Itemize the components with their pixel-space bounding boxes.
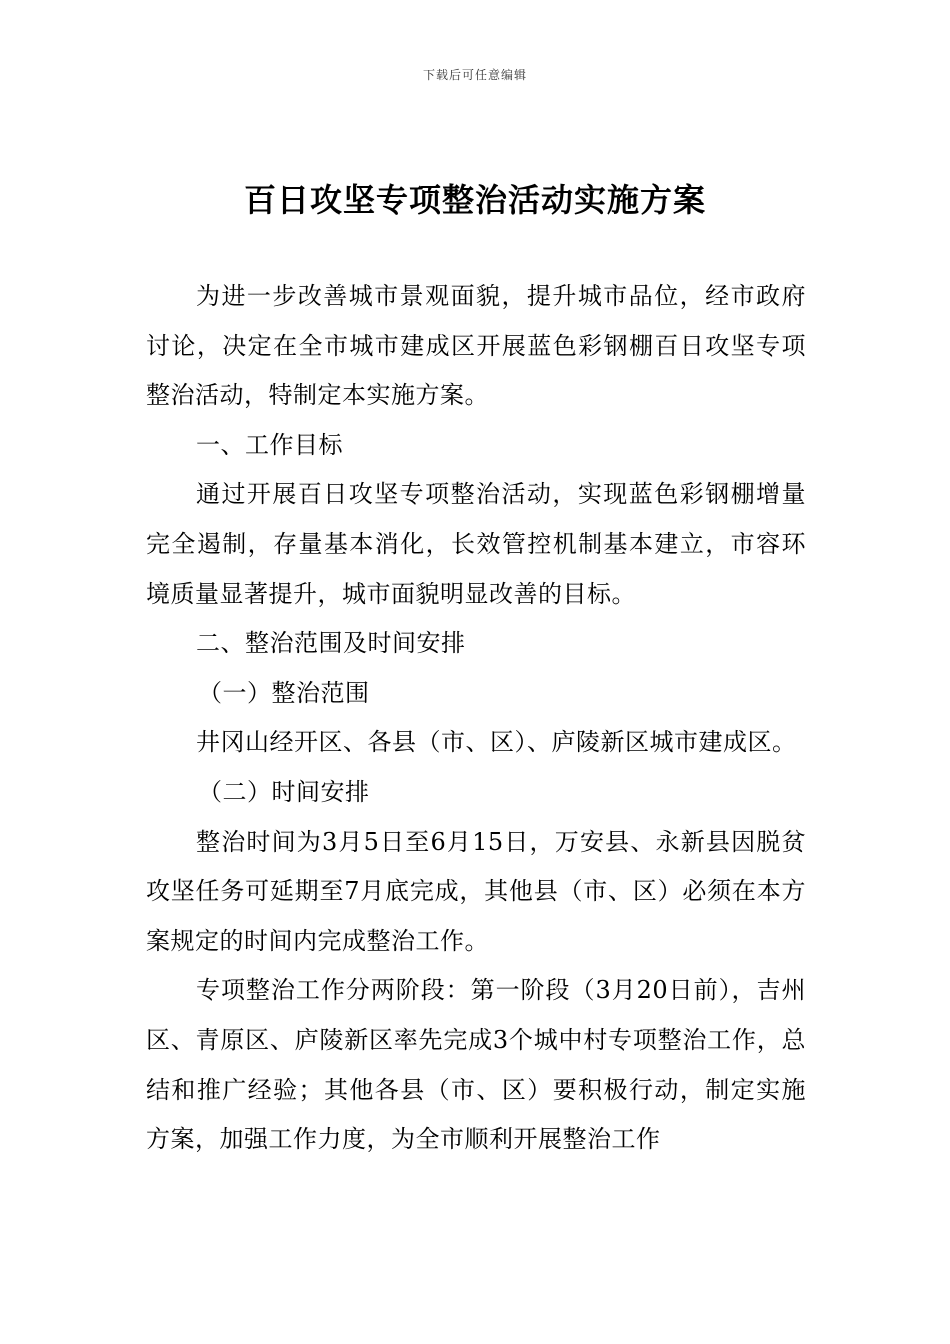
subheading-schedule: （二）时间安排	[198, 777, 370, 806]
document-title: 百日攻坚专项整治活动实施方案	[243, 181, 706, 219]
paragraph-scope: 井冈山经开区、各县（市、区）、庐陵新区城市建成区。	[196, 728, 797, 757]
heading-work-goal: 一、工作目标	[196, 430, 343, 459]
paragraph-schedule: 整治时间为3月5日至6月15日，万安县、永新县因脱贫攻坚任务可延期至7月底完成，其他县（市、区）必须在本方案规定的时间内完成整治工作。	[146, 827, 806, 955]
document-body	[146, 272, 806, 1165]
subheading-scope: （一）整治范围	[198, 678, 370, 707]
heading-scope-schedule: 二、整治范围及时间安排	[196, 629, 466, 658]
paragraph-work-goal: 通过开展百日攻坚专项整治活动，实现蓝色彩钢棚增量完全遏制，存量基本消化，长效管控机制基本建立，市容环境质量显著提升，城市面貌明显改善的目标。	[146, 480, 806, 608]
header-note: 下载后可任意编辑	[422, 68, 527, 82]
paragraph-intro: 为进一步改善城市景观面貌，提升城市品位，经市政府讨论，决定在全市城市建成区开展蓝色彩钢棚百日攻坚专项整治活动，特制定本实施方案。	[146, 282, 806, 410]
paragraph-phases: 专项整治工作分两阶段：第一阶段（3月20日前），吉州区、青原区、庐陵新区率先完成3个城中村专项整治工作，总结和推广经验；其他各县（市、区）要积极行动，制定实施方案，加强工作力度，为全市顺利开展整治工作	[146, 976, 806, 1154]
